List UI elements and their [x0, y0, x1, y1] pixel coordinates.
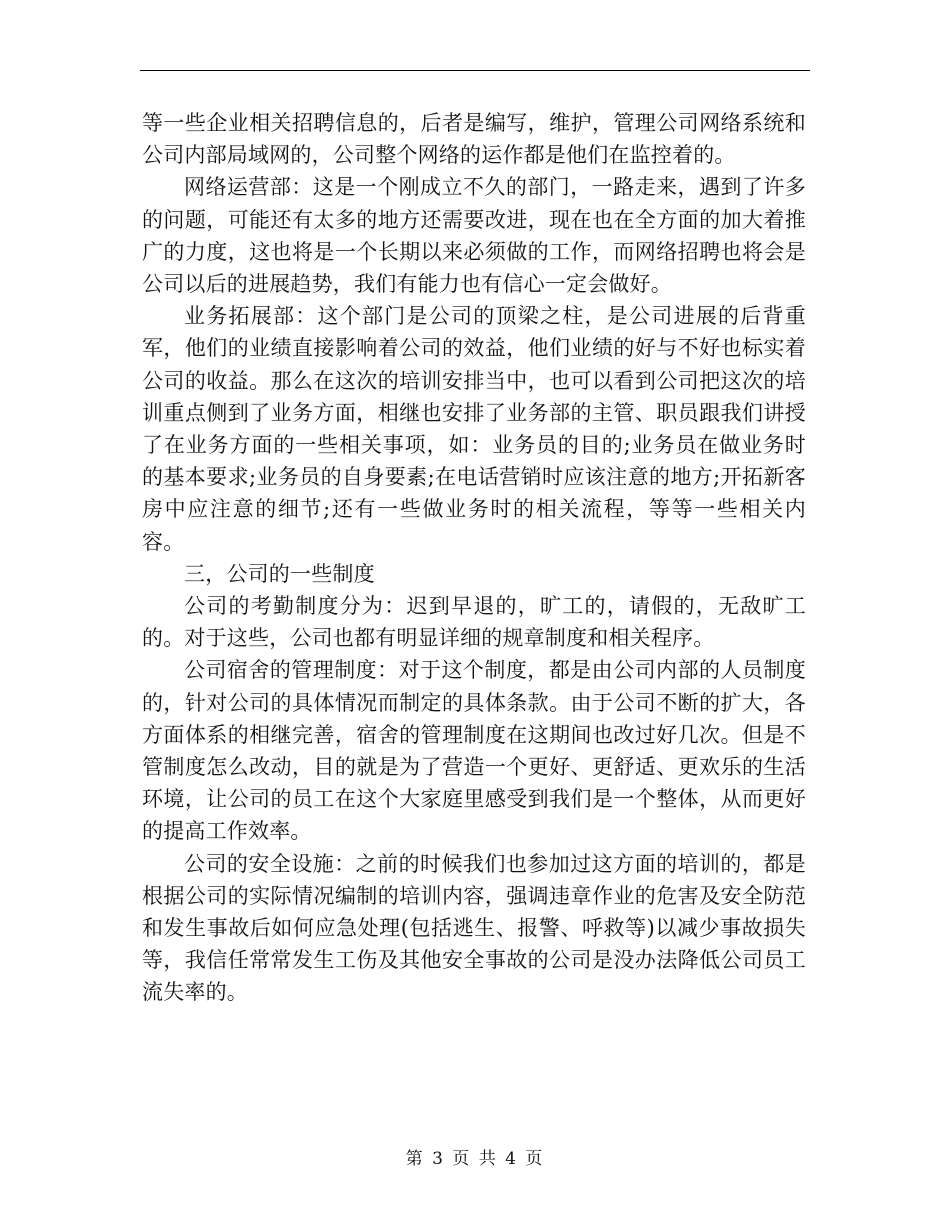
paragraph-network-operations: 网络运营部：这是一个刚成立不久的部门，一路走来，遇到了许多的问题，可能还有太多的地方还需要改进，现在也在全方面的加大着推广的力度，这也将是一个长期以来必须做的工作，而网络招聘也将会是公司以后的进展趋势，我们有能力也有信心一定会做好。: [142, 175, 806, 297]
section-heading-company-rules: 三，公司的一些制度: [184, 561, 375, 586]
page-number-footer: 第 3 页 共 4 页: [405, 1149, 545, 1169]
paragraph-attendance-rules: 公司的考勤制度分为：迟到早退的，旷工的，请假的，无敌旷工的。对于这些，公司也都有明显详细的规章制度和相关程序。: [142, 594, 806, 651]
paragraph-dormitory-rules: 公司宿舍的管理制度：对于这个制度，都是由公司内部的人员制度的，针对公司的具体情况而制定的具体条款。由于公司不断的扩大，各方面体系的相继完善，宿舍的管理制度在这期间也改过好几次。但是不管制度怎么改动，目的就是为了营造一个更好、更舒适、更欢乐的生活环境，让公司的员工在这个大家庭里感受到我们是一个整体，从而更好的提高工作效率。: [142, 658, 806, 844]
header-rule: [140, 70, 810, 71]
document-body: [142, 107, 806, 1009]
paragraph-continuation: 等一些企业相关招聘信息的，后者是编写，维护，管理公司网络系统和公司内部局域网的，公司整个网络的运作都是他们在监控着的。: [142, 111, 806, 168]
paragraph-safety-facilities: 公司的安全设施：之前的时候我们也参加过这方面的培训的，都是根据公司的实际情况编制的培训内容，强调违章作业的危害及安全防范和发生事故后如何应急处理(包括逃生、报警、呼救等)以减少事故损失等，我信任常常发生工伤及其他安全事故的公司是没办法降低公司员工流失率的。: [142, 851, 806, 1005]
paragraph-business-development: 业务拓展部：这个部门是公司的顶梁之柱，是公司进展的后背重军，他们的业绩直接影响着公司的效益，他们业绩的好与不好也标实着公司的收益。那么在这次的培训安排当中，也可以看到公司把这次的培训重点侧到了业务方面，相继也安排了业务部的主管、职员跟我们讲授了在业务方面的一些相关事项，如：业务员的目的;业务员在做业务时的基本要求;业务员的自身要素;在电话营销时应该注意的地方;开拓新客房中应注意的细节;还有一些做业务时的相关流程，等等一些相关内容。: [142, 304, 806, 554]
